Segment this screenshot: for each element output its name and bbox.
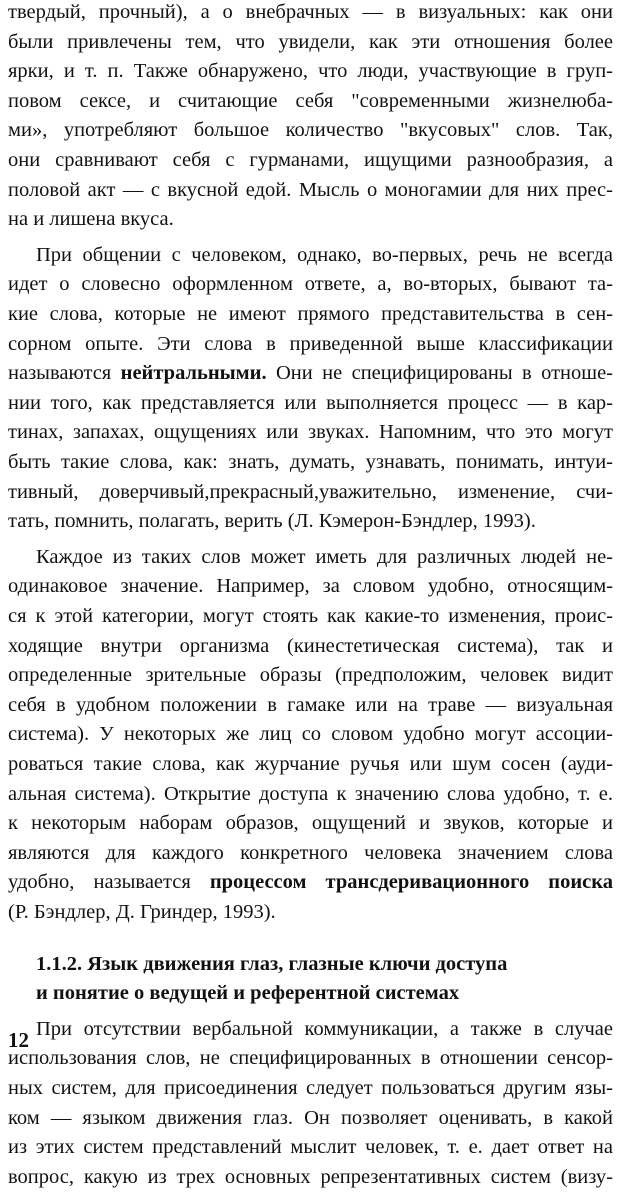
text-line: [8, 358, 613, 388]
text-line: ных систем, для присоединения следует пользоваться другим язы-: [8, 1077, 613, 1099]
text-line: нии того, как представляется или выполняется процесс — в кар-: [8, 391, 613, 414]
text-line: альная система). Открытие доступа к значению слова удобно, т. е.: [8, 782, 613, 805]
bold-term: нейтральными.: [120, 362, 267, 385]
text-line: ком — языком движения глаз. Он позволяет оценивать, в какой: [8, 1106, 613, 1129]
text-run: удобно, называется: [8, 871, 210, 894]
text-line: повом сексе, и считающие себя "современными жизнелюба-: [8, 89, 613, 112]
text-line: являются для каждого конкретного человека значением слова: [8, 841, 613, 864]
text-line: к некоторым наборам образов, ощущений и звуков, которые и: [8, 812, 613, 835]
text-line: ся к этой категории, могут стоять как какие-то изменения, проис-: [8, 605, 613, 627]
section-heading-cont: и понятие о ведущей и референтной системах: [36, 982, 460, 1005]
text-line: они сравнивают себя с гурманами, ищущими разнообразия, а: [8, 149, 613, 171]
text-line: тинах, запахах, ощущениях или звуках. Напомним, что это могут: [8, 421, 613, 444]
text-line: роваться такие слова, как журчание ручья или шум сосен (ауди-: [8, 753, 613, 775]
text-line: тивный, доверчивый,прекрасный,уважительно, изменение, счи-: [8, 480, 613, 503]
text-line: были привлечены тем, что увидели, как эти отношения более: [8, 30, 613, 53]
text-line: на и лишена вкуса.: [8, 208, 174, 231]
text-line: сорном опыте. Эти слова в приведенной выше классификации: [8, 332, 613, 355]
text-line: одинаковое значение. Например, за словом удобно, относящим-: [8, 575, 613, 598]
text-line: идет о словесно оформленном ответе, а, во-вторых, бывают та-: [8, 273, 613, 296]
text-line: половой акт — с вкусной едой. Мысль о моногамии для них прес-: [8, 178, 613, 201]
text-line: кие слова, которые не имеют прямого представительства в сен-: [8, 303, 613, 325]
text-line: из этих систем представлений мыслит человек, т. е. дает ответ на: [8, 1136, 613, 1159]
text-line: тать, помнить, полагать, верить (Л. Кэмерон-Бэндлер, 1993).: [8, 510, 536, 533]
bold-term: процессом трансдеривационного поиска: [209, 871, 613, 894]
text-line: себя в удобном положении в гамаке или на траве — визуальная: [8, 693, 613, 716]
text-line: Каждое из таких слов может иметь для различных людей не-: [36, 545, 613, 568]
text-line: (Р. Бэндлер, Д. Гриндер, 1993).: [8, 901, 276, 923]
text-line: ярки, и т. п. Также обнаружено, что люди, участвующие в груп-: [8, 60, 613, 83]
text-line: ми», употребляют большое количество "вкусовых" слов. Так,: [8, 119, 613, 142]
text-line: При общении с человеком, однако, во-первых, речь не всегда: [36, 243, 613, 266]
text-line: система). У некоторых же лиц со словом удобно могут ассоции-: [8, 723, 613, 746]
page-number: 12: [8, 1028, 29, 1052]
text-line: использования слов, не специфицированных в отношении сенсор-: [8, 1047, 613, 1070]
text-line: ходящие внутри организма (кинестетическая система), так и: [8, 634, 613, 657]
text-line: твердый, прочный), а о внебрачных — в визуальных: как они: [8, 1, 613, 23]
text-line: [8, 867, 613, 897]
text-line: быть такие слова, как: знать, думать, узнавать, понимать, интуи-: [8, 451, 613, 473]
text-run: называются: [8, 362, 121, 385]
text-line: При отсутствии вербальной коммуникации, а также в случае: [36, 1017, 613, 1040]
text-line: определенные зрительные образы (предположим, человек видит: [8, 664, 613, 687]
section-heading: 1.1.2. Язык движения глаз, глазные ключи доступа: [36, 952, 508, 975]
text-line: вопрос, какую из трех основных репрезентативных систем (визу-: [8, 1165, 613, 1188]
text-run: Они не специфицированы в отноше-: [266, 362, 613, 385]
